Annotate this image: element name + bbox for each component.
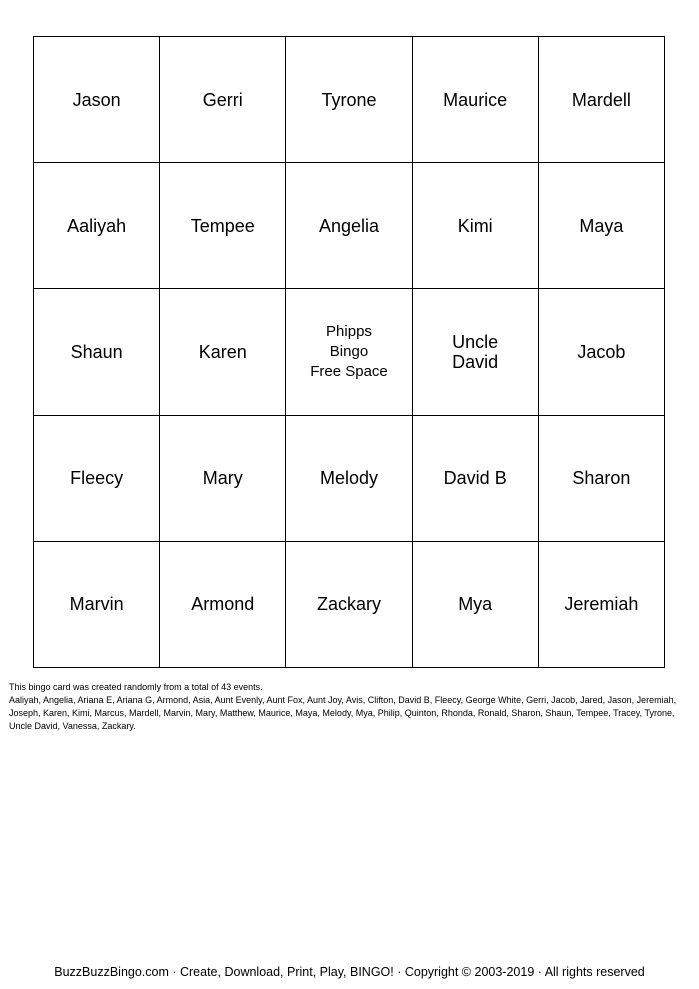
bingo-cell-r3c5: Jacob: [539, 289, 665, 415]
bingo-cell-r4c4: David B: [413, 416, 539, 542]
bingo-cell-r1c3: Tyrone: [286, 37, 412, 163]
bingo-cell-r2c4: Kimi: [413, 163, 539, 289]
page-footer: BuzzBuzzBingo.com · Create, Download, Print, Play, BINGO! · Copyright © 2003-2019 · All rights reserved: [54, 965, 645, 979]
bingo-cell-r1c2: Gerri: [160, 37, 286, 163]
bingo-cell-r4c2: Mary: [160, 416, 286, 542]
bingo-cell-r3c4: Uncle David: [413, 289, 539, 415]
bingo-cell-r3c1: Shaun: [34, 289, 160, 415]
bingo-cell-r5c3: Zackary: [286, 542, 412, 668]
bingo-cell-r5c1: Marvin: [34, 542, 160, 668]
card-generation-note: This bingo card was created randomly from a total of 43 events.: [9, 682, 263, 692]
bingo-cell-r1c1: Jason: [34, 37, 160, 163]
bingo-cell-r2c1: Aaliyah: [34, 163, 160, 289]
bingo-cell-r2c2: Tempee: [160, 163, 286, 289]
bingo-cell-r2c3: Angelia: [286, 163, 412, 289]
bingo-cell-r5c4: Mya: [413, 542, 539, 668]
bingo-cell-r5c5: Jeremiah: [539, 542, 665, 668]
bingo-cell-r2c5: Maya: [539, 163, 665, 289]
event-list: Aaliyah, Angelia, Ariana E, Ariana G, Armond, Asia, Aunt Evenly, Aunt Fox, Aunt Joy, Avis, Clifton, David B, Fleecy, George White, Gerri, Jacob, Jared, Jason, Jeremiah, Joseph, Karen, Kimi, Marcus, Mardell, Marvin, Mary, Matthew, Maurice, Maya, Melody, Mya, Philip, Quinton, Rhonda, Ronald, Sharon, Shaun, Tempee, Tracey, Tyrone, Uncle David, Vanessa, Zackary.: [9, 695, 677, 731]
bingo-cell-r4c1: Fleecy: [34, 416, 160, 542]
bingo-free-space: Phipps Bingo Free Space: [286, 289, 412, 415]
bingo-cell-r1c4: Maurice: [413, 37, 539, 163]
bingo-cell-r1c5: Mardell: [539, 37, 665, 163]
bingo-cell-r4c5: Sharon: [539, 416, 665, 542]
bingo-cell-r3c2: Karen: [160, 289, 286, 415]
card-info: [9, 681, 691, 733]
bingo-cell-r4c3: Melody: [286, 416, 412, 542]
bingo-cell-r5c2: Armond: [160, 542, 286, 668]
bingo-card-grid: [33, 36, 665, 668]
